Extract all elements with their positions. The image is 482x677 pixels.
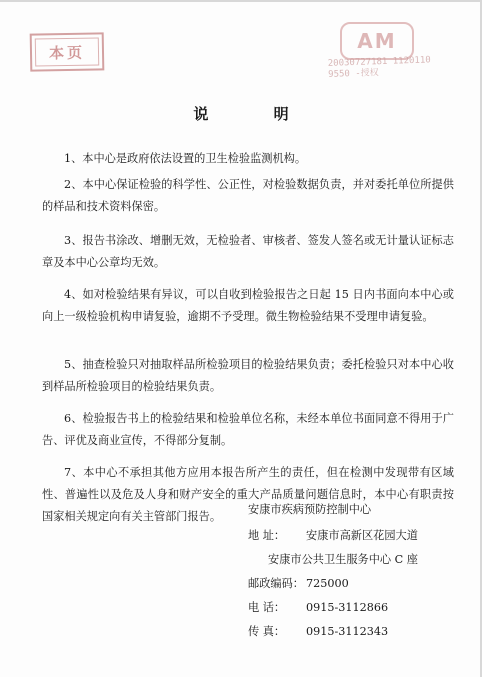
- postcode-value: 725000: [306, 577, 349, 590]
- paragraph-1: 1、本中心是政府依法设置的卫生检验监测机构。: [64, 152, 307, 165]
- paragraph-3: 3、报告书涂改、增删无效，无检验者、审核者、签发人签名或无计量认证标志章及本中心公章均无效。: [42, 234, 454, 269]
- page-title: 说 明: [193, 105, 319, 123]
- fax-label: 传 真：: [248, 625, 286, 638]
- certification-stamp-number: 20030727181 1120110 9550 -授权: [327, 55, 431, 80]
- postcode-row: [248, 573, 349, 595]
- address-label: 地 址：: [248, 529, 286, 542]
- fax-row: [248, 621, 388, 643]
- page-stamp: [30, 32, 105, 71]
- phone-label: 电 话：: [248, 601, 286, 614]
- paragraph-7: 7、本中心不承担其他方应用本报告所产生的责任，但在检测中发现带有区域性、普遍性以及危及人身和财产安全的重大产品质量问题信息时，本中心有职责按国家相关规定向有关主管部门报告。: [42, 466, 454, 523]
- paragraph-4: 4、如对检验结果有异议，可以自收到检验报告之日起 15 日内书面向本中心或向上一级检验机构申请复验，逾期不予受理。微生物检验结果不受理申请复验。: [42, 288, 454, 323]
- organization-name: 安康市疾病预防控制中心: [248, 503, 372, 516]
- certification-stamp: AM: [340, 22, 414, 60]
- paragraph-5: 5、抽查检验只对抽取样品所检验项目的检验结果负责；委托检验只对本中心收到样品所检验项目的检验结果负责。: [42, 358, 454, 393]
- paragraph-6: 6、检验报告书上的检验结果和检验单位名称，未经本单位书面同意不得用于广告、评优及商业宣传，不得部分复制。: [42, 412, 454, 447]
- paragraph-2: 2、本中心保证检验的科学性、公正性，对检验数据负责，并对委托单位所提供的样品和技术资料保密。: [42, 178, 454, 213]
- phone-value: 0915-3112866: [306, 601, 389, 614]
- fax-value: 0915-3112343: [306, 625, 389, 638]
- page-edge-top: [0, 0, 482, 2]
- postcode-label: 邮政编码：: [248, 577, 304, 590]
- address-row: [248, 525, 418, 547]
- page-stamp-text: 本页: [35, 37, 99, 66]
- address-line-2: 安康市公共卫生服务中心 C 座: [268, 553, 418, 566]
- address-line-1: 安康市高新区花园大道: [306, 529, 418, 542]
- address-row-2: [268, 549, 418, 571]
- phone-row: [248, 597, 388, 619]
